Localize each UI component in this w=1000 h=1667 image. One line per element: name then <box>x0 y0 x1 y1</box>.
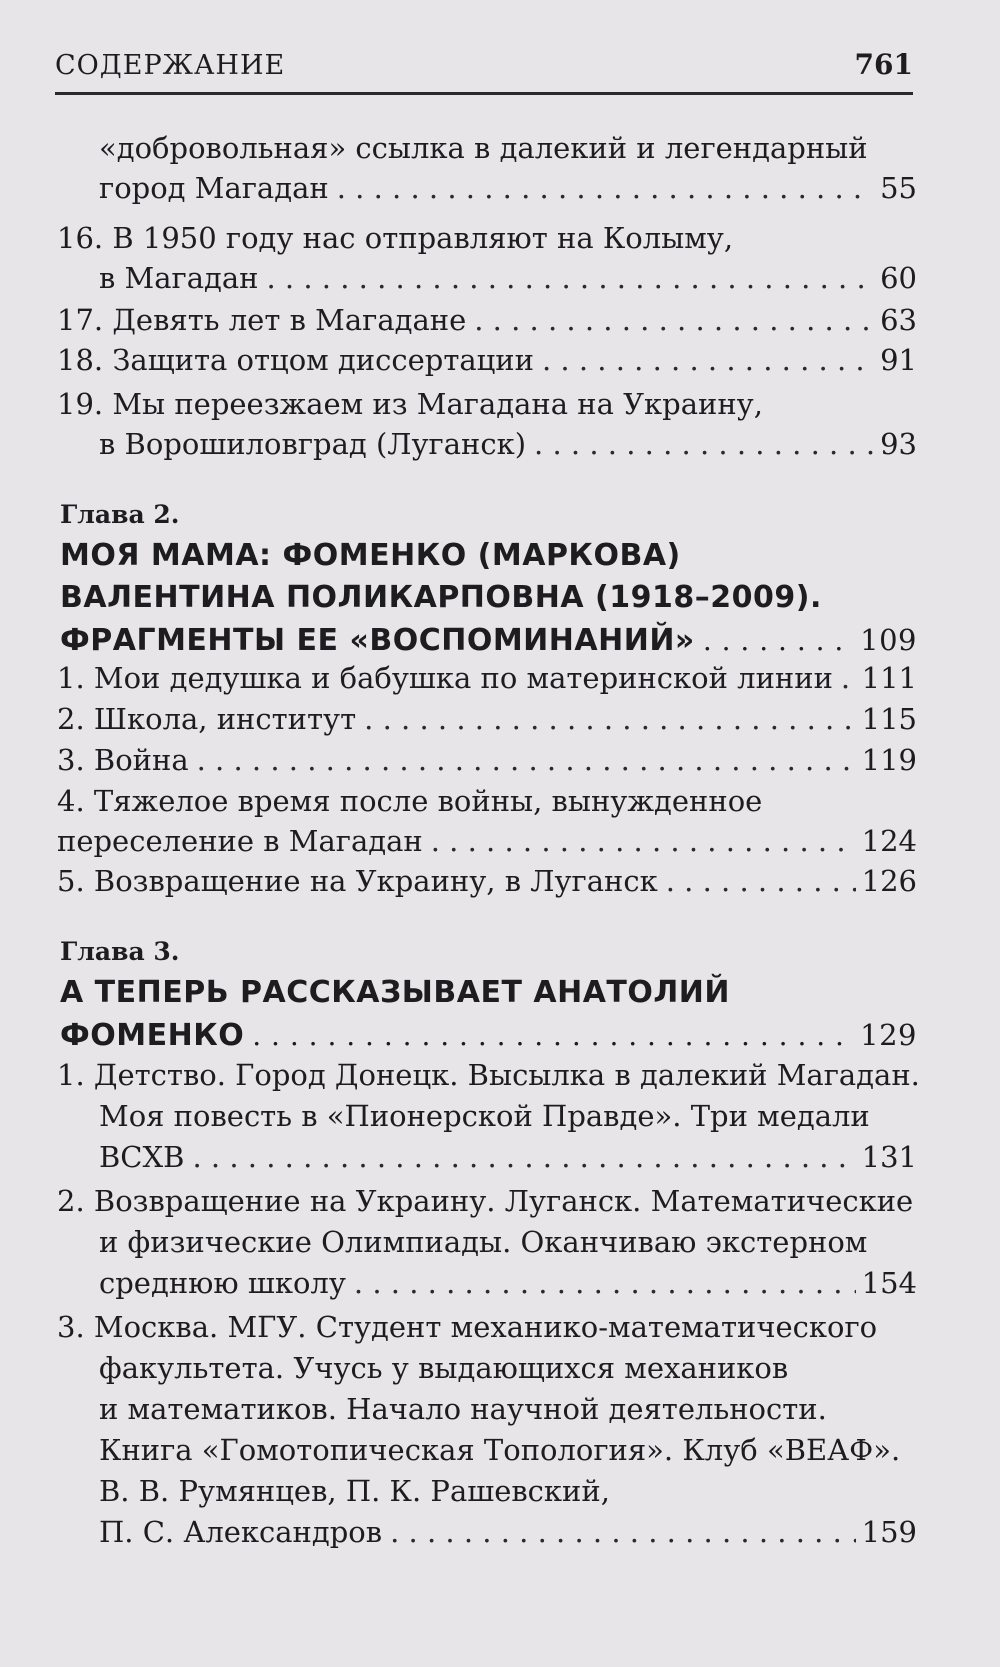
toc-line <box>57 1307 917 1347</box>
chapter-title-line <box>60 972 917 1014</box>
header-rule <box>55 92 913 95</box>
toc-line <box>99 1137 917 1177</box>
toc-line <box>57 1055 920 1095</box>
page-number: 761 <box>854 48 913 81</box>
toc-line <box>57 740 917 780</box>
toc-entry-text: и физические Олимпиады. Оканчиваю экстерном <box>99 1225 868 1259</box>
toc-line <box>99 168 917 208</box>
toc-page-number: 119 <box>861 743 917 777</box>
toc-entry-text: среднюю школу <box>99 1266 346 1300</box>
toc-line <box>57 658 917 698</box>
toc-entry-text: Книга «Гомотопическая Топология». Клуб «ВЕАФ». <box>99 1433 901 1467</box>
toc-line <box>57 384 917 424</box>
dot-leader <box>841 658 856 698</box>
toc-line <box>99 128 917 168</box>
chapter-title-text: А ТЕПЕРЬ РАССКАЗЫВАЕТ АНАТОЛИЙ <box>60 975 731 1010</box>
toc-line <box>99 1263 917 1303</box>
dot-leader <box>192 1137 855 1177</box>
toc-page-number: 109 <box>860 623 917 657</box>
chapter-title-line <box>60 619 917 661</box>
dot-leader <box>364 699 856 739</box>
toc-entry-text: В. В. Румянцев, П. К. Рашевский, <box>99 1474 610 1508</box>
toc-line <box>57 340 917 380</box>
toc-line <box>57 781 917 821</box>
toc-entry-text: ВСХВ <box>99 1140 185 1174</box>
chapter-title-text: ФРАГМЕНТЫ ЕЕ «ВОСПОМИНАНИЙ» <box>60 623 695 658</box>
toc-entry-text: 19. Мы переезжаем из Магадана на Украину, <box>57 387 763 421</box>
running-head <box>55 48 913 90</box>
dot-leader <box>474 300 874 340</box>
toc-entry-text: 3. Москва. МГУ. Студент механико-математического <box>57 1310 878 1344</box>
toc-page-number: 129 <box>860 1018 917 1052</box>
toc-entry-text: 2. Школа, институт <box>57 702 357 736</box>
toc-page-number: 124 <box>861 824 917 858</box>
dot-leader <box>431 821 856 861</box>
toc-entry-text: город Магадан <box>99 171 329 205</box>
dot-leader <box>666 861 856 901</box>
toc-entry-text: 3. Война <box>57 743 189 777</box>
toc-page-number: 115 <box>861 702 917 736</box>
toc-line <box>57 821 917 861</box>
chapter-title-line <box>60 535 917 577</box>
chapter-title-text: ВАЛЕНТИНА ПОЛИКАРПОВНА (1918–2009). <box>60 580 822 615</box>
toc-entry-text: Моя повесть в «Пионерской Правде». Три медали <box>99 1099 870 1133</box>
toc-line <box>99 1430 917 1470</box>
toc-page-number: 93 <box>880 427 917 461</box>
chapter-title-text: МОЯ МАМА: ФОМЕНКО (МАРКОВА) <box>60 538 681 573</box>
toc-line <box>99 424 917 464</box>
toc-line <box>99 1348 917 1388</box>
toc-entry-text: 5. Возвращение на Украину, в Луганск <box>57 864 658 898</box>
running-title: СОДЕРЖАНИЕ <box>55 50 286 81</box>
chapter-label: Глава 2. <box>60 500 180 529</box>
dot-leader <box>337 168 874 208</box>
toc-line <box>57 1181 917 1221</box>
toc-line <box>57 861 917 901</box>
toc-page-number: 55 <box>880 171 917 205</box>
toc-entry-text: 2. Возвращение на Украину. Луганск. Математические <box>57 1184 914 1218</box>
dot-leader <box>267 258 875 298</box>
toc-entry-text: в Магадан <box>99 261 259 295</box>
toc-entry-text: и математиков. Начало научной деятельности. <box>99 1392 827 1426</box>
toc-line <box>99 1512 917 1552</box>
toc-page-number: 60 <box>880 261 917 295</box>
dot-leader <box>703 620 854 662</box>
toc-line <box>99 258 917 298</box>
toc-entry-text: П. С. Александров <box>99 1515 383 1549</box>
toc-line <box>99 1222 917 1262</box>
toc-entry-text: 16. В 1950 году нас отправляют на Колыму, <box>57 221 734 255</box>
toc-entry-text: 1. Детство. Город Донецк. Высылка в далекий Магадан. <box>57 1058 920 1092</box>
toc-page-number: 91 <box>880 343 917 377</box>
toc-entry-text: 1. Мои дедушка и бабушка по материнской линии <box>57 661 833 695</box>
toc-line <box>57 300 917 340</box>
toc-line <box>99 1471 917 1511</box>
dot-leader <box>390 1512 856 1552</box>
toc-entry-text: 18. Защита отцом диссертации <box>57 343 534 377</box>
chapter-title-text: ФОМЕНКО <box>60 1018 245 1053</box>
toc-page-number: 111 <box>861 661 917 695</box>
toc-entry-text: факультета. Учусь у выдающихся механиков <box>99 1351 789 1385</box>
dot-leader <box>197 740 856 780</box>
toc-line <box>99 1096 917 1136</box>
toc-line <box>57 699 917 739</box>
dot-leader <box>354 1263 856 1303</box>
toc-entry-text: 17. Девять лет в Магадане <box>57 303 467 337</box>
toc-page-number: 63 <box>880 303 917 337</box>
toc-page-number: 131 <box>861 1140 917 1174</box>
toc-page-number: 159 <box>861 1515 917 1549</box>
dot-leader <box>252 1015 854 1057</box>
toc-page-number: 126 <box>861 864 917 898</box>
toc-entry-text: в Ворошиловград (Луганск) <box>99 427 527 461</box>
dot-leader <box>534 424 874 464</box>
chapter-title-line <box>60 577 917 619</box>
toc-line <box>99 1389 917 1429</box>
toc-entry-text: 4. Тяжелое время после войны, вынужденное <box>57 784 763 818</box>
toc-line <box>57 218 917 258</box>
chapter-title-line <box>60 1014 917 1056</box>
toc-entry-text: «добровольная» ссылка в далекий и легендарный <box>99 131 868 165</box>
toc-entry-text: переселение в Магадан <box>57 824 423 858</box>
toc-page-number: 154 <box>861 1266 917 1300</box>
dot-leader <box>542 340 874 380</box>
chapter-label: Глава 3. <box>60 937 180 966</box>
